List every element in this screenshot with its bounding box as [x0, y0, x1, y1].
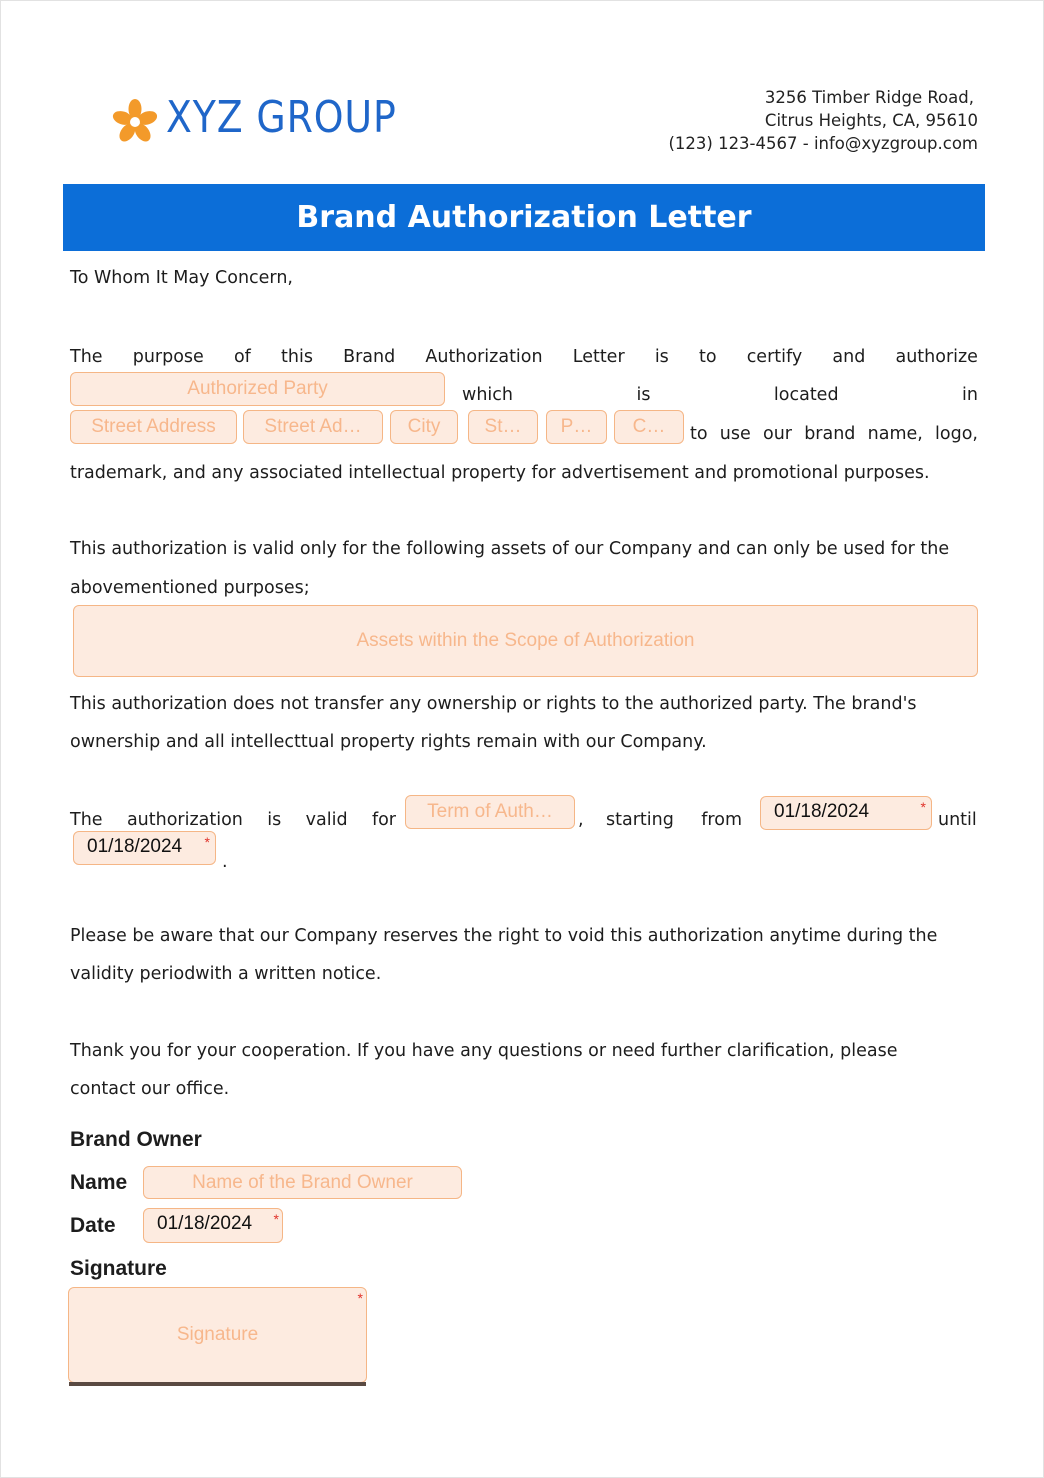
word: which: [462, 385, 513, 405]
para6-line2: contact our office.: [70, 1079, 230, 1099]
word: Letter: [572, 347, 625, 367]
postal-code-field[interactable]: [546, 410, 607, 444]
end-date-field[interactable]: [73, 831, 216, 865]
comma: ,: [578, 810, 584, 830]
para1-line2: [462, 385, 978, 405]
word: of: [233, 347, 251, 367]
para6-line1: Thank you for your cooperation. If you have any questions or need further clarification, please: [70, 1041, 898, 1061]
required-marker: *: [273, 1211, 279, 1227]
para4-line1-start: [70, 810, 396, 830]
term-of-authorization-placeholder: Term of Auth…: [427, 801, 553, 822]
term-of-authorization-field[interactable]: [405, 795, 575, 829]
authorized-party-field[interactable]: [70, 372, 445, 406]
word: starting: [606, 810, 674, 830]
postal-code-placeholder: P…: [560, 416, 593, 437]
para3-line1: This authorization does not transfer any ownership or rights to the authorized party. The brand's: [70, 694, 917, 714]
country-placeholder: C…: [632, 416, 666, 437]
logo-text: XYZ GROUP: [166, 92, 397, 143]
word: is: [636, 385, 651, 405]
assets-scope-field[interactable]: [73, 605, 978, 677]
word: located: [773, 385, 839, 405]
signature-line: [69, 1382, 366, 1386]
word: to: [698, 347, 717, 367]
para1-line4: trademark, and any associated intellectual property for advertisement and promotional purposes.: [70, 463, 930, 483]
required-marker: *: [204, 834, 210, 850]
brand-owner-heading: Brand Owner: [70, 1128, 202, 1151]
signature-label: Signature: [70, 1257, 167, 1280]
word: The: [70, 347, 103, 367]
assets-scope-placeholder: Assets within the Scope of Authorization: [356, 630, 695, 651]
starting-from-text: [606, 810, 742, 830]
owner-date-field[interactable]: [143, 1208, 283, 1243]
street-address-placeholder: Street Address: [91, 416, 216, 437]
word: authorization: [126, 810, 243, 830]
street-address-2-placeholder: Street Ad…: [264, 416, 362, 437]
brand-owner-name-placeholder: Name of the Brand Owner: [192, 1171, 413, 1193]
state-field[interactable]: [468, 410, 538, 444]
signature-placeholder: Signature: [176, 1324, 259, 1345]
name-label: Name: [70, 1171, 128, 1194]
street-address-2-field[interactable]: [243, 410, 383, 444]
required-marker: *: [357, 1290, 363, 1306]
word: for: [371, 810, 396, 830]
para1-line1: [70, 347, 978, 367]
page-title: Brand Authorization Letter: [63, 184, 985, 251]
para2-line1: This authorization is valid only for the following assets of our Company and can only be used for the: [70, 539, 950, 559]
word: this: [281, 347, 313, 367]
address-line-2: Citrus Heights, CA, 95610: [764, 111, 978, 130]
authorized-party-placeholder: Authorized Party: [187, 378, 328, 399]
word: and: [832, 347, 866, 367]
word: valid: [305, 810, 348, 830]
word: Authorization: [425, 347, 543, 367]
para2-line2: abovementioned purposes;: [70, 578, 310, 598]
start-date-value: 01/18/2024: [774, 801, 870, 822]
address-line-1: 3256 Timber Ridge Road,: [764, 88, 974, 107]
word: authorize: [895, 347, 978, 367]
until-text: until: [938, 810, 977, 830]
period: .: [222, 852, 228, 872]
required-marker: *: [920, 799, 926, 815]
para1-line3-tail: to use our brand name, logo,: [690, 424, 978, 444]
word: is: [654, 347, 669, 367]
para3-line2: ownership and all intellecttual property rights remain with our Company.: [70, 732, 707, 752]
end-date-value: 01/18/2024: [87, 836, 183, 857]
asterisk-icon: [110, 98, 160, 146]
word: Brand: [343, 347, 396, 367]
word: purpose: [132, 347, 204, 367]
start-date-field[interactable]: [760, 796, 932, 830]
city-field[interactable]: [390, 410, 458, 444]
date-label: Date: [70, 1214, 116, 1237]
street-address-field[interactable]: [70, 410, 237, 444]
owner-date-value: 01/18/2024: [157, 1213, 253, 1234]
word: certify: [746, 347, 803, 367]
word: The: [70, 810, 103, 830]
state-placeholder: St…: [484, 416, 522, 437]
city-placeholder: City: [407, 416, 441, 437]
country-field[interactable]: [614, 410, 684, 444]
para5-line2: validity periodwith a written notice.: [70, 964, 382, 984]
greeting: To Whom It May Concern,: [70, 268, 293, 288]
signature-field[interactable]: [68, 1287, 367, 1383]
word: in: [962, 385, 978, 405]
word: is: [267, 810, 282, 830]
word: from: [701, 810, 742, 830]
para5-line1: Please be aware that our Company reserves the right to void this authorization anytime during the: [70, 926, 938, 946]
contact-line: (123) 123-4567 - info@xyzgroup.com: [668, 134, 978, 153]
brand-owner-name-field[interactable]: [143, 1166, 462, 1199]
